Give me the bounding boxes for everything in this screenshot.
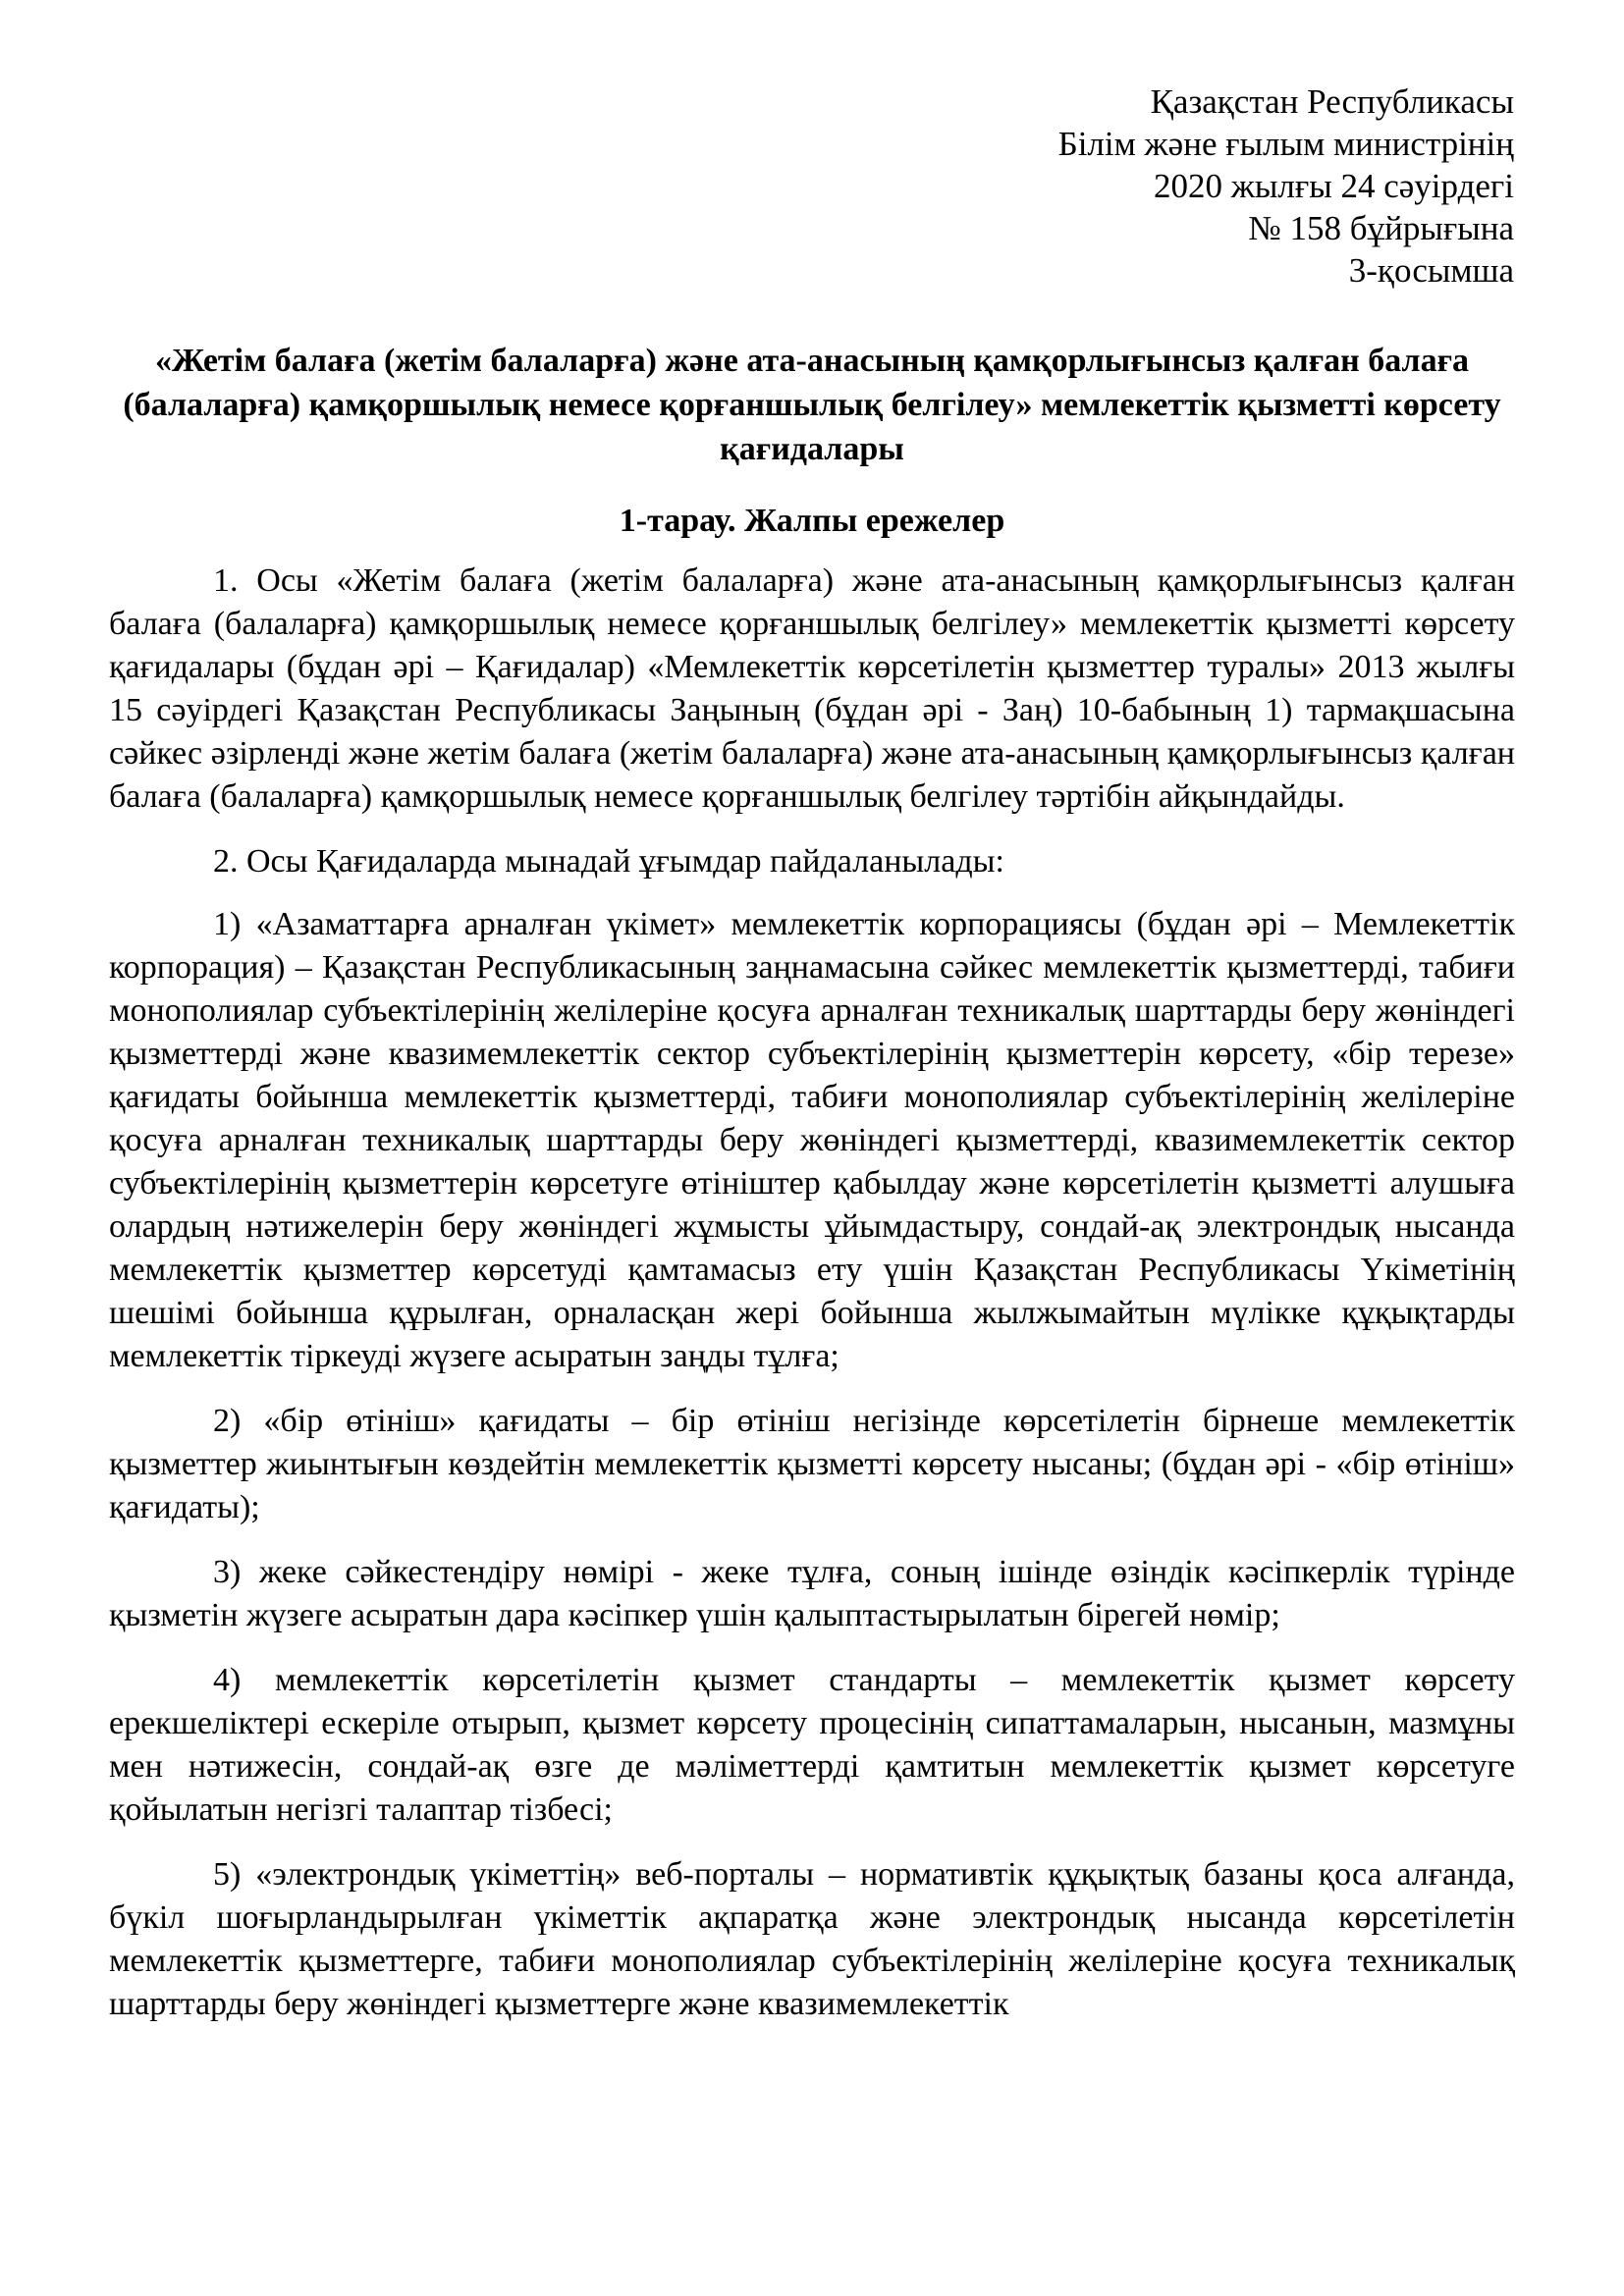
definition-3-iin: 3) жеке сәйкестендіру нөмірі - жеке тұлға, соның ішінде өзіндік кәсіпкерлік түрінде қызметін жүзеге асыратын дара кәсіпкер үшін қалыптастырылатын бірегей нөмір; bbox=[109, 1554, 1515, 1633]
definition-4-service-standard: 4) мемлекеттік көрсетілетін қызмет стандарты – мемлекеттік қызмет көрсету ерекшеліктері ескеріле отырып, қызмет көрсету процесінің сипаттамаларын, нысанын, мазмұны мен нәтижесін, сондай-ақ өзге де мәліметтерді қамтитын мемлекеттік қызмет көрсетуге қойылатын негізгі талаптар тізбесі; bbox=[109, 1662, 1515, 1828]
document-body bbox=[109, 560, 1515, 2048]
definition-5-egov-portal: 5) «электрондық үкіметтің» веб-порталы – нормативтік құқықтық базаны қоса алғанда, бүкіл шоғырландырылған үкіметтік ақпаратқа және электрондық нысанда көрсетілетін мемлекеттік қызметтерге, табиғи монополиялар субъектілерінің желілеріне қосуға техникалық шарттарды беру жөніндегі қызметтерге және квазимемлекеттік bbox=[109, 1856, 1515, 2022]
header-line-order-number: № 158 бұйрығына bbox=[1248, 209, 1514, 247]
annex-header bbox=[827, 80, 1514, 292]
definition-2-one-application: 2) «бір өтініш» қағидаты – бір өтініш негізінде көрсетілетін бірнеше мемлекеттік қызметтер жиынтығын көздейтін мемлекеттік қызметті көрсету нысаны; (бұдан әрі - «бір өтініш» қағидаты); bbox=[109, 1403, 1515, 1525]
definition-1-state-corporation: 1) «Азаматтарға арналған үкімет» мемлекеттік корпорациясы (бұдан әрі – Мемлекеттік корпорация) – Қазақстан Республикасының заңнамасына сәйкес мемлекеттік қызметтерді, табиғи монополиялар субъектілерінің желілеріне қосуға арналған техникалық шарттарды беру жөніндегі қызметтерді және квазимемлекеттік сектор субъектілерінің қызметтерін көрсету, «бір терезе» қағидаты бойынша мемлекеттік қызметтерді, табиғи монополиялар субъектілерінің желілеріне қосуға арналған техникалық шарттарды беру жөніндегі қызметтерді, квазимемлекеттік сектор субъектілерінің қызметтерін көрсетуге өтініштер қабылдау және көрсетілетін қызметті алушыға олардың нәтижелерін беру жөніндегі жұмысты ұйымдастыру, сондай-ақ электрондық нысанда мемлекеттік қызметтер көрсетуді қамтамасыз ету үшін Қазақстан Республикасы Үкіметінің шешімі бойынша құрылған, орналасқан жері бойынша жылжымайтын мүлікке құқықтарды мемлекеттік тіркеуді жүзеге асыратын заңды тұлға; bbox=[109, 906, 1515, 1374]
header-line-date: 2020 жылғы 24 сәуірдегі bbox=[1153, 167, 1514, 205]
paragraph-2-definitions-intro: 2. Осы Қағидаларда мынадай ұғымдар пайдаланылады: bbox=[213, 843, 1004, 880]
paragraph-1-scope: 1. Осы «Жетім балаға (жетім балаларға) және ата-анасының қамқорлығынсыз қалған балаға (балаларға) қамқоршылық немесе қорғаншылық белгілеу» мемлекеттік қызметті көрсету қағидалары (бұдан әрі – Қағидалар) «Мемлекеттік көрсетілетін қызметтер туралы» 2013 жылғы 15 сәуірдегі Қазақстан Республикасы Заңының (бұдан әрі - Заң) 10-бабының 1) тармақшасына сәйкес әзірленді және жетім балаға (жетім балаларға) және ата-анасының қамқорлығынсыз қалған балаға (балаларға) қамқоршылық немесе қорғаншылық белгілеу тәртібін айқындайды. bbox=[109, 562, 1515, 815]
header-line-annex-number: 3-қосымша bbox=[1348, 251, 1514, 290]
header-line-ministry: Білім және ғылым министрінің bbox=[1057, 125, 1514, 163]
chapter-heading: 1-тарау. Жалпы ережелер bbox=[619, 503, 1005, 539]
document-title: «Жетім балаға (жетім балаларға) және ата-анасының қамқорлығынсыз қалған балаға (балаларға) қамқоршылық немесе қорғаншылық белгілеу» мемлекеттік қызметті көрсету қағидалары bbox=[123, 343, 1501, 467]
header-line-country: Қазақстан Республикасы bbox=[1150, 82, 1514, 121]
